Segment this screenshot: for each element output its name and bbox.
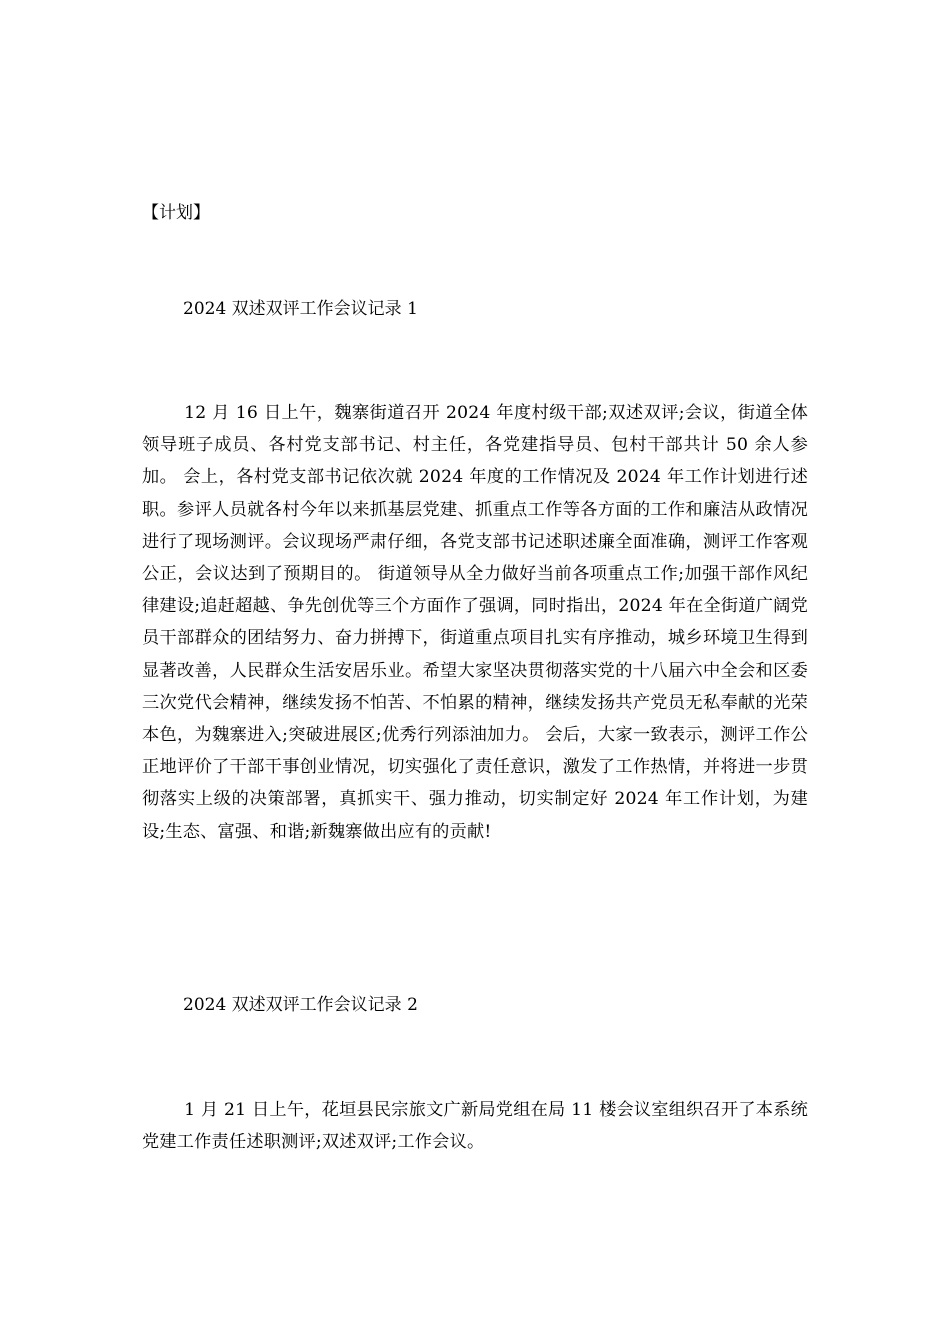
section-heading-2: 2024 双述双评工作会议记录 2 bbox=[183, 995, 418, 1015]
section-body-1: 12 月 16 日上午，魏寨街道召开 2024 年度村级干部;双述双评;会议，街道全体领导班子成员、各村党支部书记、村主任，各党建指导员、包村干部共计 50 余人参加。 会上，各村党支部书记依次就 2024 年度的工作情况及 2024 年工作计划进行述职。参评人员就各村今年以来抓基层党建、抓重点工作等各方面的工作和廉洁从政情况进行了现场测评。会议现场严肃仔细，各党支部书记述职述廉全面准确，测评工作客观公正，会议达到了预期目的。 街道领导从全力做好当前各项重点工作;加强干部作风纪律建设;追赶超越、争先创优等三个方面作了强调，同时指出，2024 年在全街道广阔党员干部群众的团结努力、奋力拼搏下，街道重点项目扎实有序推动，城乡环境卫生得到显著改善，人民群众生活安居乐业。希望大家坚决贯彻落实党的十八届六中全会和区委三次党代会精神，继续发扬不怕苦、不怕累的精神，继续发扬共产党员无私奉献的光荣本色，为魏寨进入;突破进展区;优秀行列添油加力。 会后，大家一致表示，测评工作公正地评价了干部干事创业情况，切实强化了责任意识，激发了工作热情，并将进一步贯彻落实上级的决策部署，真抓实干、强力推动，切实制定好 2024 年工作计划，为建设;生态、富强、和谐;新魏寨做出应有的贡献! bbox=[142, 403, 808, 842]
section-heading-1: 2024 双述双评工作会议记录 1 bbox=[183, 299, 418, 319]
category-tag: 【计划】 bbox=[142, 203, 210, 223]
section-body-2: 1 月 21 日上午，花垣县民宗旅文广新局党组在局 11 楼会议室组织召开了本系统党建工作责任述职测评;双述双评;工作会议。 bbox=[142, 1100, 808, 1153]
